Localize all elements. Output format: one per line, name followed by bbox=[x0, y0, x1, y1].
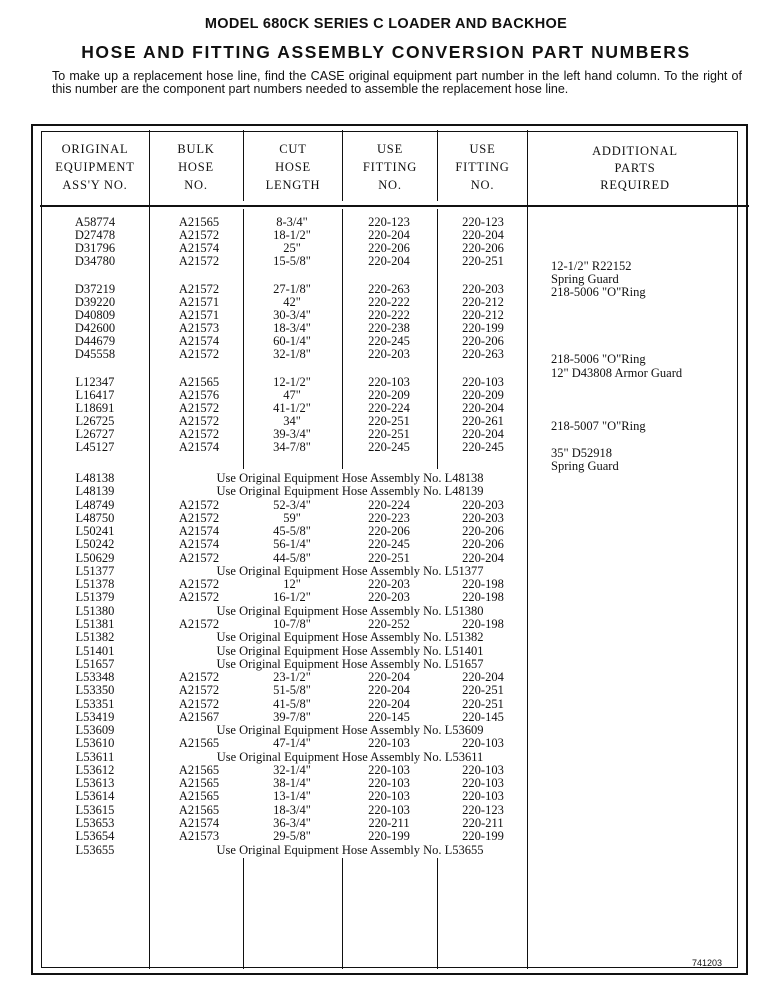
bulk-hose-number: A21574 bbox=[178, 241, 220, 255]
bulk-hose-number: A21574 bbox=[178, 334, 220, 348]
fitting-number-2: 220-203 bbox=[462, 497, 504, 512]
fitting-number-2: 220-206 bbox=[462, 537, 504, 552]
bulk-hose-number: A21572 bbox=[178, 696, 220, 711]
cut-hose-length: 29-5/8" bbox=[273, 829, 311, 844]
column-divider bbox=[437, 130, 438, 201]
fitting-number-2: 220-245 bbox=[462, 440, 504, 454]
fitting-number-2: 220-204 bbox=[462, 670, 504, 685]
column-divider bbox=[243, 130, 244, 201]
intro-paragraph: To make up a replacement hose line, find the CASE original equipment part number in the left hand column. To the right of this number are the component part numbers needed to assemble the replacement hose line. bbox=[52, 69, 742, 96]
header-cut-length: CUT HOSE LENGTH bbox=[265, 142, 321, 192]
original-part-number: L26725 bbox=[75, 414, 115, 428]
bulk-hose-number: A21571 bbox=[178, 308, 220, 322]
fitting-number-1: 220-204 bbox=[368, 670, 410, 685]
original-part-number: L51382 bbox=[75, 630, 115, 645]
fitting-number-2: 220-251 bbox=[462, 683, 504, 698]
bulk-hose-number: A21574 bbox=[178, 524, 220, 539]
cut-hose-length: 42" bbox=[283, 295, 301, 309]
fitting-number-1: 220-245 bbox=[368, 440, 410, 454]
fitting-number-1: 220-222 bbox=[368, 308, 410, 322]
use-original-note: Use Original Equipment Hose Assembly No. L51657 bbox=[216, 656, 484, 671]
fitting-number-1: 220-103 bbox=[368, 736, 410, 751]
fitting-number-2: 220-103 bbox=[462, 776, 504, 791]
column-divider bbox=[437, 209, 438, 469]
fitting-number-2: 220-123 bbox=[462, 215, 504, 229]
bulk-hose-number: A21572 bbox=[178, 670, 220, 685]
fitting-number-1: 220-224 bbox=[368, 401, 410, 415]
original-part-number: L18691 bbox=[75, 401, 115, 415]
cut-hose-length: 44-5/8" bbox=[273, 550, 311, 565]
fitting-number-1: 220-203 bbox=[368, 347, 410, 361]
fitting-number-1: 220-103 bbox=[368, 762, 410, 777]
cut-hose-length: 18-3/4" bbox=[273, 802, 311, 817]
original-part-number: L53655 bbox=[75, 842, 115, 857]
cut-hose-length: 47-1/4" bbox=[273, 736, 311, 751]
original-part-number: L51401 bbox=[75, 643, 115, 658]
fitting-number-1: 220-245 bbox=[368, 334, 410, 348]
original-part-number: D40809 bbox=[74, 308, 116, 322]
original-part-number: L26727 bbox=[75, 427, 115, 441]
cut-hose-length: 41-5/8" bbox=[273, 696, 311, 711]
fitting-number-2: 220-123 bbox=[462, 802, 504, 817]
fitting-number-1: 220-251 bbox=[368, 427, 410, 441]
original-part-number: L51379 bbox=[75, 590, 115, 605]
fitting-number-1: 220-252 bbox=[368, 616, 410, 631]
original-part-number: L53654 bbox=[75, 829, 115, 844]
cut-hose-length: 60-1/4" bbox=[273, 334, 311, 348]
original-part-number: L53614 bbox=[75, 789, 115, 804]
use-original-note: Use Original Equipment Hose Assembly No. L51377 bbox=[216, 563, 484, 578]
fitting-number-2: 220-103 bbox=[462, 789, 504, 804]
cut-hose-length: 23-1/2" bbox=[273, 670, 311, 685]
original-part-number: L48138 bbox=[75, 471, 115, 485]
cut-hose-length: 51-5/8" bbox=[273, 683, 311, 698]
header-divider bbox=[40, 205, 749, 207]
bulk-hose-number: A21565 bbox=[178, 736, 220, 751]
original-part-number: L53351 bbox=[75, 696, 115, 711]
bulk-hose-number: A21572 bbox=[178, 616, 220, 631]
bulk-hose-number: A21572 bbox=[178, 683, 220, 698]
bulk-hose-number: A21565 bbox=[178, 762, 220, 777]
original-part-number: D27478 bbox=[74, 228, 116, 242]
bulk-hose-number: A21572 bbox=[178, 550, 220, 565]
bulk-hose-number: A21574 bbox=[178, 537, 220, 552]
bulk-hose-number: A21572 bbox=[178, 282, 220, 296]
column-divider bbox=[342, 209, 343, 469]
bulk-hose-number: A21565 bbox=[178, 375, 220, 389]
original-part-number: A58774 bbox=[74, 215, 116, 229]
column-divider bbox=[342, 130, 343, 201]
fitting-number-1: 220-204 bbox=[368, 228, 410, 242]
fitting-number-2: 220-212 bbox=[462, 308, 504, 322]
bulk-hose-number: A21572 bbox=[178, 590, 220, 605]
cut-hose-length: 39-3/4" bbox=[273, 427, 311, 441]
cut-hose-length: 32-1/4" bbox=[273, 762, 311, 777]
fitting-number-2: 220-211 bbox=[462, 816, 504, 831]
additional-note: 35" D52918 bbox=[551, 446, 613, 460]
bulk-hose-number: A21572 bbox=[178, 577, 220, 592]
bulk-hose-number: A21572 bbox=[178, 401, 220, 415]
fitting-number-1: 220-211 bbox=[368, 816, 410, 831]
original-part-number: L51378 bbox=[75, 577, 115, 592]
fitting-number-1: 220-203 bbox=[368, 590, 410, 605]
fitting-number-1: 220-103 bbox=[368, 776, 410, 791]
fitting-number-1: 220-103 bbox=[368, 802, 410, 817]
fitting-number-2: 220-204 bbox=[462, 427, 504, 441]
original-part-number: D31796 bbox=[74, 241, 116, 255]
cut-hose-length: 13-1/4" bbox=[273, 789, 311, 804]
additional-note: Spring Guard bbox=[551, 272, 619, 286]
original-part-number: L53613 bbox=[75, 776, 115, 791]
fitting-number-2: 220-145 bbox=[462, 709, 504, 724]
fitting-number-2: 220-251 bbox=[462, 254, 504, 268]
fitting-number-2: 220-204 bbox=[462, 228, 504, 242]
bulk-hose-number: A21576 bbox=[178, 388, 220, 402]
original-part-number: D34780 bbox=[74, 254, 116, 268]
fitting-number-2: 220-206 bbox=[462, 334, 504, 348]
cut-hose-length: 8-3/4" bbox=[276, 215, 308, 229]
original-part-number: L51380 bbox=[75, 603, 115, 618]
cut-hose-length: 41-1/2" bbox=[273, 401, 311, 415]
fitting-number-2: 220-198 bbox=[462, 616, 504, 631]
fitting-number-1: 220-203 bbox=[368, 577, 410, 592]
original-part-number: L51381 bbox=[75, 616, 115, 631]
fitting-number-1: 220-224 bbox=[368, 497, 410, 512]
fitting-number-2: 220-204 bbox=[462, 550, 504, 565]
bulk-hose-number: A21565 bbox=[178, 789, 220, 804]
use-original-note: Use Original Equipment Hose Assembly No. L51380 bbox=[216, 603, 484, 618]
bulk-hose-number: A21565 bbox=[178, 215, 220, 229]
original-part-number: L50242 bbox=[75, 537, 115, 552]
original-part-number: L53615 bbox=[75, 802, 115, 817]
cut-hose-length: 10-7/8" bbox=[273, 616, 311, 631]
original-part-number: L53612 bbox=[75, 762, 115, 777]
bulk-hose-number: A21572 bbox=[178, 228, 220, 242]
cut-hose-length: 34" bbox=[283, 414, 301, 428]
fitting-number-2: 220-198 bbox=[462, 590, 504, 605]
original-part-number: L50241 bbox=[75, 524, 115, 539]
header-fitting-1: USE FITTING NO. bbox=[362, 142, 418, 192]
use-original-note: Use Original Equipment Hose Assembly No. L53655 bbox=[216, 842, 484, 857]
fitting-number-2: 220-203 bbox=[462, 282, 504, 296]
original-part-number: L45127 bbox=[75, 440, 115, 454]
bulk-hose-number: A21565 bbox=[178, 802, 220, 817]
fitting-number-2: 220-203 bbox=[462, 510, 504, 525]
original-part-number: L12347 bbox=[75, 375, 115, 389]
original-part-number: L16417 bbox=[75, 388, 115, 402]
fitting-number-1: 220-263 bbox=[368, 282, 410, 296]
header-additional-parts: ADDITIONAL PARTS REQUIRED bbox=[592, 144, 678, 192]
cut-hose-length: 27-1/8" bbox=[273, 282, 311, 296]
use-original-note: Use Original Equipment Hose Assembly No. L51382 bbox=[216, 630, 484, 645]
fitting-number-1: 220-206 bbox=[368, 524, 410, 539]
fitting-number-1: 220-103 bbox=[368, 789, 410, 804]
cut-hose-length: 59" bbox=[283, 510, 301, 525]
fitting-number-1: 220-199 bbox=[368, 829, 410, 844]
cut-hose-length: 32-1/8" bbox=[273, 347, 311, 361]
original-part-number: L48139 bbox=[75, 484, 115, 499]
bulk-hose-number: A21565 bbox=[178, 776, 220, 791]
fitting-number-2: 220-212 bbox=[462, 295, 504, 309]
column-divider bbox=[342, 858, 343, 969]
use-original-note: Use Original Equipment Hose Assembly No. L53611 bbox=[216, 749, 484, 764]
use-original-note: Use Original Equipment Hose Assembly No. L53609 bbox=[216, 723, 484, 738]
original-part-number: L48749 bbox=[75, 497, 115, 512]
cut-hose-length: 34-7/8" bbox=[273, 440, 311, 454]
bulk-hose-number: A21573 bbox=[178, 829, 220, 844]
bulk-hose-number: A21574 bbox=[178, 816, 220, 831]
fitting-number-2: 220-261 bbox=[462, 414, 504, 428]
bulk-hose-number: A21574 bbox=[178, 440, 220, 454]
additional-note: 12-1/2" R22152 bbox=[551, 259, 632, 273]
original-part-number: L53653 bbox=[75, 816, 115, 831]
bulk-hose-number: A21572 bbox=[178, 497, 220, 512]
cut-hose-length: 12" bbox=[283, 577, 301, 592]
original-part-number: L51657 bbox=[75, 656, 115, 671]
fitting-number-1: 220-204 bbox=[368, 696, 410, 711]
fitting-number-1: 220-204 bbox=[368, 683, 410, 698]
original-part-number: L51377 bbox=[75, 563, 115, 578]
header-fitting-2: USE FITTING NO. bbox=[455, 142, 510, 192]
fitting-number-1: 220-251 bbox=[368, 414, 410, 428]
cut-hose-length: 16-1/2" bbox=[273, 590, 311, 605]
fitting-number-1: 220-223 bbox=[368, 510, 410, 525]
fitting-number-1: 220-245 bbox=[368, 537, 410, 552]
cut-hose-length: 18-1/2" bbox=[273, 228, 311, 242]
bulk-hose-number: A21571 bbox=[178, 295, 220, 309]
additional-note: Spring Guard bbox=[551, 459, 619, 473]
cut-hose-length: 30-3/4" bbox=[273, 308, 311, 322]
fitting-number-2: 220-103 bbox=[462, 736, 504, 751]
cut-hose-length: 52-3/4" bbox=[273, 497, 311, 512]
header-original-equipment: ORIGINAL EQUIPMENT ASS'Y NO. bbox=[55, 142, 135, 192]
cut-hose-length: 45-5/8" bbox=[273, 524, 311, 539]
fitting-number-2: 220-198 bbox=[462, 577, 504, 592]
header-bulk-hose: BULK HOSE NO. bbox=[177, 142, 215, 192]
fitting-number-1: 220-103 bbox=[368, 375, 410, 389]
original-part-number: L53609 bbox=[75, 723, 115, 738]
bulk-hose-number: A21572 bbox=[178, 414, 220, 428]
fitting-number-2: 220-199 bbox=[462, 829, 504, 844]
fitting-number-1: 220-222 bbox=[368, 295, 410, 309]
cut-hose-length: 12-1/2" bbox=[273, 375, 311, 389]
column-divider bbox=[437, 858, 438, 969]
original-part-number: D44679 bbox=[74, 334, 116, 348]
fitting-number-1: 220-123 bbox=[368, 215, 410, 229]
additional-note: 218-5006 "O"Ring bbox=[551, 352, 646, 366]
use-original-note: Use Original Equipment Hose Assembly No. L48138 bbox=[216, 471, 484, 485]
original-part-number: D42600 bbox=[74, 321, 116, 335]
fitting-number-1: 220-145 bbox=[368, 709, 410, 724]
additional-note: 218-5006 "O"Ring bbox=[551, 285, 646, 299]
cut-hose-length: 39-7/8" bbox=[273, 709, 311, 724]
column-divider bbox=[243, 209, 244, 469]
cut-hose-length: 47" bbox=[283, 388, 301, 402]
bulk-hose-number: A21572 bbox=[178, 347, 220, 361]
bulk-hose-number: A21572 bbox=[178, 427, 220, 441]
fitting-number-2: 220-251 bbox=[462, 696, 504, 711]
fitting-number-2: 220-209 bbox=[462, 388, 504, 402]
original-part-number: L50629 bbox=[75, 550, 115, 565]
column-divider bbox=[243, 858, 244, 969]
original-part-number: L53610 bbox=[75, 736, 115, 751]
original-part-number: L48750 bbox=[75, 510, 115, 525]
fitting-number-1: 220-204 bbox=[368, 254, 410, 268]
document-code: 741203 bbox=[692, 958, 723, 968]
additional-note: 218-5007 "O"Ring bbox=[551, 419, 646, 433]
cut-hose-length: 38-1/4" bbox=[273, 776, 311, 791]
fitting-number-2: 220-103 bbox=[462, 375, 504, 389]
page-title-model: MODEL 680CK SERIES C LOADER AND BACKHOE bbox=[204, 16, 568, 32]
cut-hose-length: 25" bbox=[283, 241, 301, 255]
original-part-number: L53348 bbox=[75, 670, 115, 685]
cut-hose-length: 15-5/8" bbox=[273, 254, 311, 268]
bulk-hose-number: A21572 bbox=[178, 254, 220, 268]
fitting-number-1: 220-209 bbox=[368, 388, 410, 402]
fitting-number-2: 220-206 bbox=[462, 524, 504, 539]
page-title-main: HOSE AND FITTING ASSEMBLY CONVERSION PART NUMBERS bbox=[81, 42, 691, 62]
fitting-number-1: 220-206 bbox=[368, 241, 410, 255]
original-part-number: D37219 bbox=[74, 282, 116, 296]
cut-hose-length: 18-3/4" bbox=[273, 321, 311, 335]
original-part-number: L53611 bbox=[75, 749, 115, 764]
original-part-number: D45558 bbox=[74, 347, 116, 361]
use-original-note: Use Original Equipment Hose Assembly No. L51401 bbox=[216, 643, 484, 658]
fitting-number-2: 220-206 bbox=[462, 241, 504, 255]
fitting-number-2: 220-199 bbox=[462, 321, 504, 335]
cut-hose-length: 56-1/4" bbox=[273, 537, 311, 552]
additional-note: 12" D43808 Armor Guard bbox=[551, 366, 683, 380]
bulk-hose-number: A21573 bbox=[178, 321, 220, 335]
fitting-number-1: 220-251 bbox=[368, 550, 410, 565]
fitting-number-1: 220-238 bbox=[368, 321, 410, 335]
bulk-hose-number: A21572 bbox=[178, 510, 220, 525]
original-part-number: D39220 bbox=[74, 295, 116, 309]
column-divider bbox=[149, 130, 150, 969]
original-part-number: L53350 bbox=[75, 683, 115, 698]
fitting-number-2: 220-103 bbox=[462, 762, 504, 777]
original-part-number: L53419 bbox=[75, 709, 115, 724]
bulk-hose-number: A21567 bbox=[178, 709, 220, 724]
use-original-note: Use Original Equipment Hose Assembly No. L48139 bbox=[216, 484, 484, 499]
fitting-number-2: 220-204 bbox=[462, 401, 504, 415]
fitting-number-2: 220-263 bbox=[462, 347, 504, 361]
cut-hose-length: 36-3/4" bbox=[273, 816, 311, 831]
